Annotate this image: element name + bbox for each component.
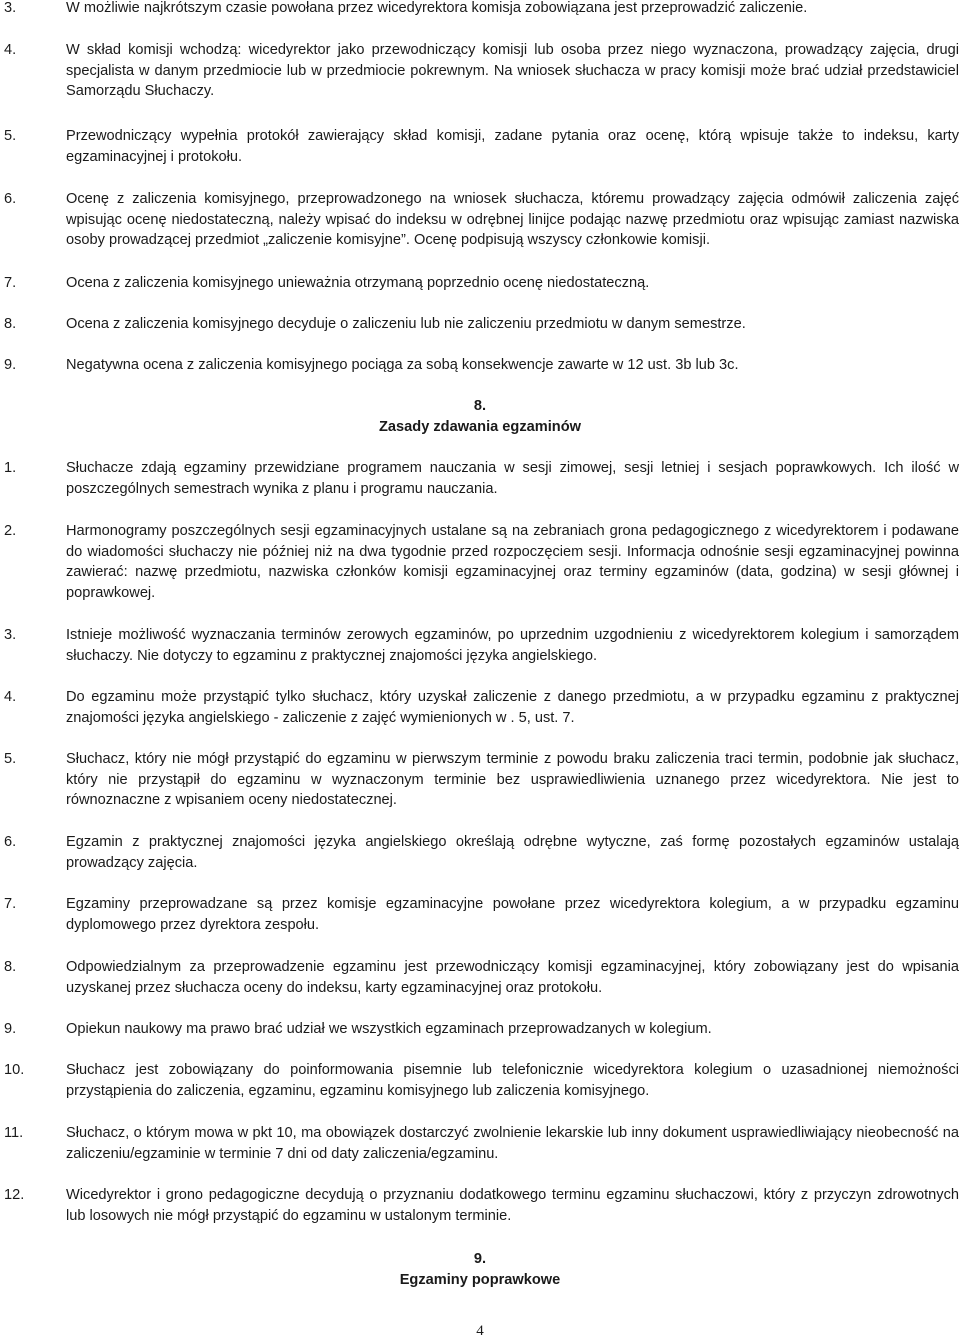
list-item (0, 126, 960, 167)
section-heading (0, 396, 960, 438)
item-number: 6. (4, 834, 17, 850)
list-item (0, 0, 960, 19)
item-number: 6. (4, 191, 17, 207)
item-number: 9. (4, 1021, 17, 1037)
item-number: 11. (4, 1125, 24, 1141)
item-text: Ocena z zaliczenia komisyjnego decyduje o zaliczeniu lub nie zaliczeniu przedmiotu w danym semestrze. (66, 316, 746, 332)
list-item (0, 40, 960, 102)
list-item (0, 273, 960, 294)
list-item (0, 458, 960, 499)
item-text: Słuchacz, który nie mógł przystąpić do egzaminu w pierwszym terminie z powodu braku zaliczenia traci termin, podobnie jak słuchacz, który nie przystąpił do egzaminu w wyznaczonym terminie bez usprawiedliwienia uznanego przez wicedyrektora. Nie jest to równoznaczne z wpisaniem oceny niedostatecznej. (66, 751, 959, 808)
item-number: 9. (4, 357, 17, 373)
item-number: 8. (4, 316, 17, 332)
item-text: Do egzaminu może przystąpić tylko słuchacz, który uzyskał zaliczenie z danego przedmiotu, a w przypadku egzaminu z praktycznej znajomości języka angielskiego - zaliczenie z zajęć wymienionych w . 5, ust. 7. (66, 689, 959, 726)
list-item (0, 1123, 960, 1164)
item-number: 4. (4, 42, 17, 58)
item-text: Odpowiedzialnym za przeprowadzenie egzaminu jest przewodniczący komisji egzaminacyjnej, który zobowiązany jest do wpisania uzyskanej przez słuchacza oceny do indeksu, karty egzaminacyjnej oraz protokołu. (66, 959, 959, 996)
list-item (0, 1019, 960, 1040)
item-number: 3. (4, 0, 17, 16)
list-item (0, 625, 960, 666)
page-number: 4 (476, 1323, 484, 1339)
item-text: Słuchacz jest zobowiązany do poinformowania pisemnie lub telefonicznie wicedyrektora kolegium o uzasadnionej niemożności przystąpienia do zaliczenia, egzaminu, egzaminu komisyjnego lub zaliczenia komisyjnego. (66, 1062, 959, 1099)
item-number: 2. (4, 523, 17, 539)
item-text: Opiekun naukowy ma prawo brać udział we wszystkich egzaminach przeprowadzanych w kolegium. (66, 1021, 712, 1037)
list-item (0, 894, 960, 935)
list-item (0, 355, 960, 376)
item-text: W możliwie najkrótszym czasie powołana przez wicedyrektora komisja zobowiązana jest przeprowadzić zaliczenie. (66, 0, 808, 16)
item-number: 5. (4, 751, 17, 767)
list-item (0, 521, 960, 603)
item-number: 12. (4, 1187, 25, 1203)
list-item (0, 1185, 960, 1226)
item-text: W skład komisji wchodzą: wicedyrektor jako przewodniczący komisji lub osoba przez niego wyznaczona, prowadzący zajęcia, drugi specjalista w danym przedmiocie lub w przedmiocie pokrewnym. Na wniosek słuchacza w pracy komisji może brać udział przedstawiciel Samorządu Słuchaczy. (66, 42, 959, 99)
item-number: 1. (4, 460, 17, 476)
list-item (0, 749, 960, 811)
list-item (0, 314, 960, 335)
item-text: Ocenę z zaliczenia komisyjnego, przeprowadzonego na wniosek słuchacza, któremu prowadzący zajęcia odmówił zaliczenia zajęć wpisując ocenę niedostateczną, należy wpisać do indeksu w odrębnej linijce podając nazwę przedmiotu oraz wpisując zamiast nazwiska osoby prowadzącej przedmiot „zaliczenie komisyjne”. Ocenę podpisują wszyscy członkowie komisji. (66, 191, 959, 248)
item-text: Istnieje możliwość wyznaczania terminów zerowych egzaminów, po uprzednim uzgodnieniu z wicedyrektorem kolegium i samorządem słuchaczy. Nie dotyczy to egzaminu z praktycznej znajomości języka angielskiego. (66, 627, 959, 664)
item-text: Ocena z zaliczenia komisyjnego unieważnia otrzymaną poprzednio ocenę niedostateczną. (66, 275, 650, 291)
item-text: Wicedyrektor i grono pedagogiczne decydują o przyznaniu dodatkowego terminu egzaminu słuchaczowi, który z przyczyn zdrowotnych lub losowych nie mógł przystąpić do egzaminu w ustalonym terminie. (66, 1187, 959, 1224)
item-number: 3. (4, 627, 17, 643)
item-text: Egzaminy przeprowadzane są przez komisje egzaminacyjne powołane przez wicedyrektora kolegium, a w przypadku egzaminu dyplomowego przez dyrektora zespołu. (66, 896, 959, 933)
item-number: 10. (4, 1062, 25, 1078)
item-number: 5. (4, 128, 17, 144)
item-text: Słuchacz, o którym mowa w pkt 10, ma obowiązek dostarczyć zwolnienie lekarskie lub inny dokument usprawiedliwiający nieobecność na zaliczeniu/egzaminie w terminie 7 dni od daty zaliczenia/egzaminu. (66, 1125, 959, 1162)
item-number: 7. (4, 275, 17, 291)
section-title: Egzaminy poprawkowe (399, 1272, 561, 1288)
list-item (0, 1060, 960, 1101)
item-text: Przewodniczący wypełnia protokół zawierający skład komisji, zadane pytania oraz ocenę, którą wpisuje także to indeksu, karty egzaminacyjnej i protokołu. (66, 128, 959, 165)
section-number: 9. (473, 1251, 487, 1267)
item-number: 8. (4, 959, 17, 975)
list-item (0, 189, 960, 251)
section-heading (0, 1249, 960, 1291)
section-number: 8. (473, 398, 487, 414)
item-text: Harmonogramy poszczególnych sesji egzaminacyjnych ustalane są na zebraniach grona pedagogicznego z wicedyrektorem i podawane do wiadomości słuchaczy nie później niż na dwa tygodnie przed rozpoczęciem sesji. Informacja odnośnie sesji egzaminacyjnej powinna zawierać: nazwę przedmiotu, nazwiska członków komisji egzaminacyjnej oraz terminy egzaminów (data, godzina) w sesji głównej i poprawkowej. (66, 523, 959, 601)
item-text: Egzamin z praktycznej znajomości języka angielskiego określają odrębne wytyczne, zaś formę pozostałych egzaminów ustalają prowadzący zajęcia. (66, 834, 959, 871)
item-number: 7. (4, 896, 17, 912)
list-item (0, 832, 960, 873)
section-title: Zasady zdawania egzaminów (379, 419, 581, 435)
item-text: Negatywna ocena z zaliczenia komisyjnego pociąga za sobą konsekwencje zawarte w 12 ust. 3b lub 3c. (66, 357, 739, 373)
list-item (0, 957, 960, 998)
item-number: 4. (4, 689, 17, 705)
list-item (0, 687, 960, 728)
item-text: Słuchacze zdają egzaminy przewidziane programem nauczania w sesji zimowej, sesji letniej i sesjach poprawkowych. Ich ilość w poszczególnych semestrach wynika z planu i programu nauczania. (66, 460, 959, 497)
